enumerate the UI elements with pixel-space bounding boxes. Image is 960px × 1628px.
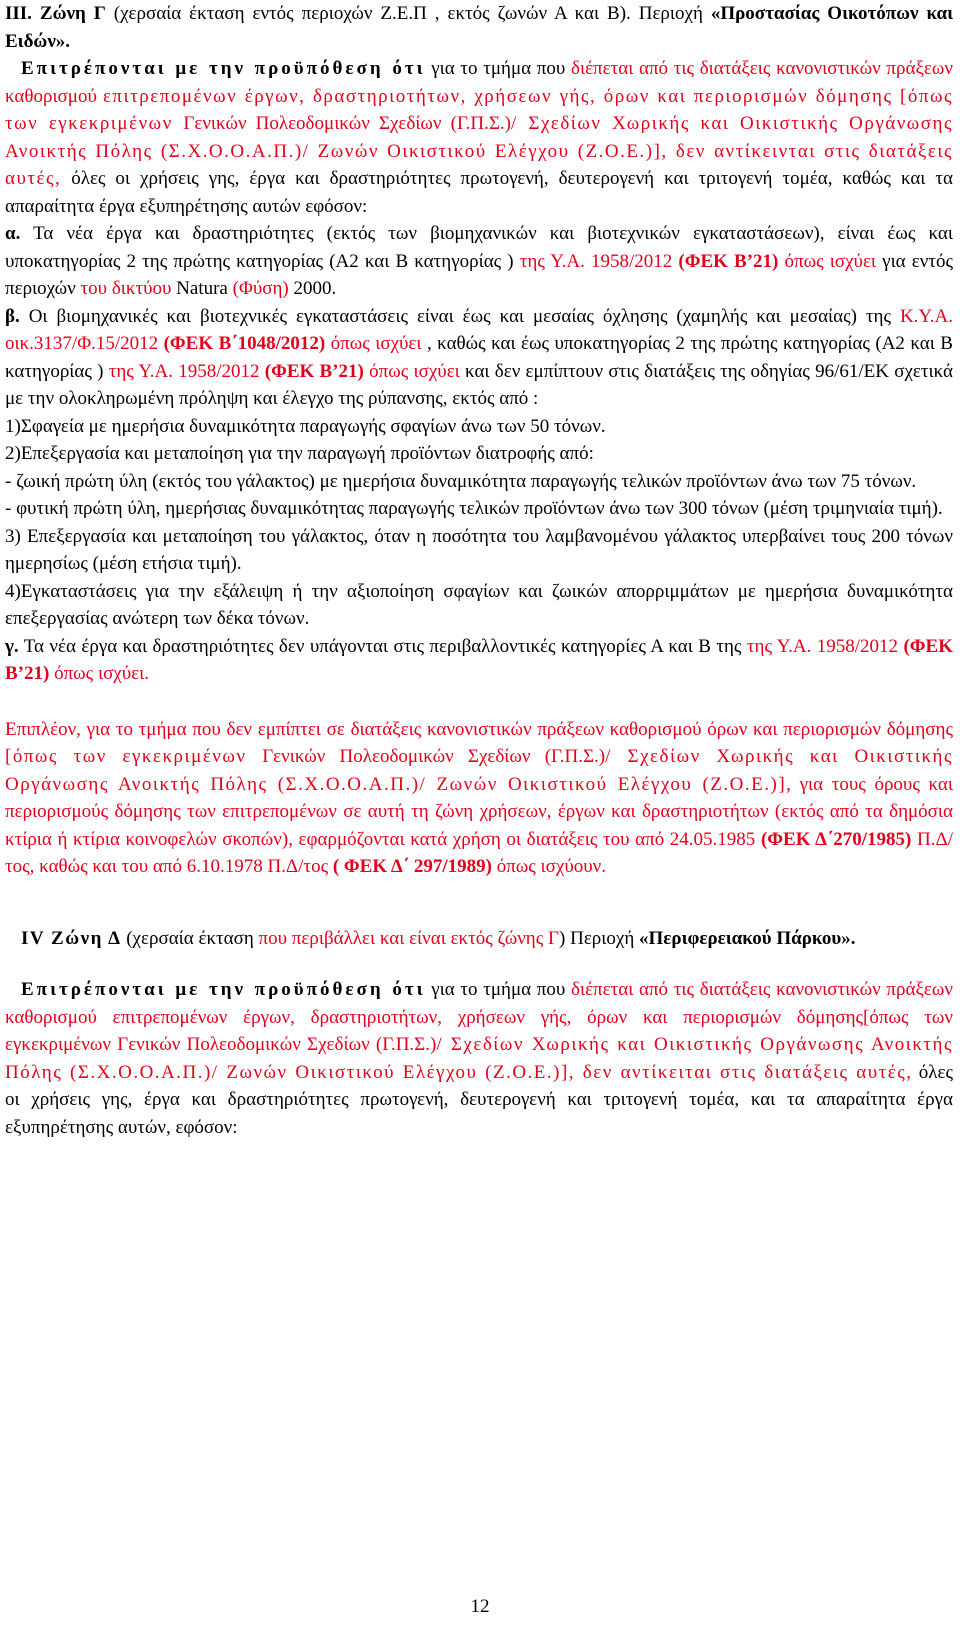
zone4-heading: IV Ζώνη Δ (χερσαία έκταση που περιβάλλει και είναι εκτός ζώνης Γ) Περιοχή «Περιφερειακού Πάρκου». (21, 927, 856, 949)
spacer (5, 688, 953, 716)
zone3-list-2a: - ζωική πρώτη ύλη (εκτός του γάλακτος) με ημερήσια δυναμικότητα παραγωγής τελικών προϊόντων άνω των 75 τόνων. (5, 470, 917, 492)
spacer (5, 881, 953, 925)
zone3-list-3: 3) Επεξεργασία και μεταποίηση του γάλακτος, όταν η ποσότητα του λαμβανομένου γάλακτος υπερβαίνει τους 200 τόνων ημερησίως (μέση ετήσια τιμή). (5, 525, 953, 574)
zone4-heading-title: IV Ζώνη Δ (21, 927, 122, 949)
zone3-list-4: 4)Εγκαταστάσεις για την εξάλειψη ή την αξιοποίηση σφαγίων και ζωικών απορριμμάτων με ημερήσια δυναμικότητα επεξεργασίας ανώτερη των δέκα τόνων. (5, 580, 953, 629)
zone3-item-b: β. Οι βιομηχανικές και βιοτεχνικές εγκαταστάσεις είναι έως και μεσαίας όχλησης (χαμηλής και μεσαίας) της Κ.Υ.Α. οικ.3137/Φ.15/2012 (ΦΕΚ Β΄1048/2012) όπως ισχύει , καθώς και έως υποκατηγορίας 2 της πρώτης κατηγορίας (Α2 και Β κατηγορίας ) της Υ.Α. 1958/2012 (ΦΕΚ Β’21) όπως ισχύει και δεν εμπίπτουν στις διατάξεις της οδηγίας 96/61/ΕΚ σχετικά με την ολοκληρωμένη πρόληψη και έλεγχο της ρύπανσης, εκτός από : (5, 305, 953, 409)
zone3-heading-title: III. Ζώνη Γ (5, 3, 106, 24)
zone3-item-a: α. Τα νέα έργα και δραστηριότητες (εκτός των βιομηχανικών και βιοτεχνικών εγκαταστάσεων), είναι έως και υποκατηγορίας 2 της πρώτης κατηγορίας (Α2 και Β κατηγορίας ) της Υ.Α. 1958/2012 (ΦΕΚ Β’21) όπως ισχύει για εντός περιοχών του δικτύου Natura (Φύση) 2000. (5, 223, 953, 299)
zone4-intro: Επιτρέπονται με την προϋπόθεση ότι για το τμήμα που διέπεται από τις διατάξεις κανονιστικών πράξεων καθορισμού επιτρεπομένων έργων, δραστηριοτήτων, χρήσεων γής, όρων και περιορισμών δόμησης[όπως των εγκεκριμένων Γενικών Πολεοδομικών Σχεδίων (Γ.Π.Σ.)/ Σχεδίων Χωρικής και Οικιστικής Οργάνωσης Ανοικτής Πόλης (Σ.Χ.Ο.Ο.Α.Π.)/ Ζωνών Οικιστικού Ελέγχου (Ζ.Ο.Ε.)], δεν αντίκειται στις διατάξεις αυτές, όλες οι χρήσεις γης, έργα και δραστηριότητες πρωτογενή, δευτερογενή και τριτογενή τομέα, και τα απαραίτητα έργα εξυπηρέτησης αυτών, εφόσον: (5, 979, 954, 1138)
zone3-heading: III. Ζώνη Γ (χερσαία έκταση εντός περιοχών Ζ.Ε.Π , εκτός ζωνών Α και Β). Περιοχή «Προστασίας Οικοτόπων και Ειδών». (5, 3, 953, 52)
page-number: 12 (470, 1596, 490, 1617)
zone3-list-2b: - φυτική πρώτη ύλη, ημερήσιας δυναμικότητας παραγωγής τελικών προϊόντων άνω των 300 τόνων (μέση τριμηνιαία τιμή). (5, 498, 943, 519)
extra-paragraph: Επιπλέον, για το τμήμα που δεν εμπίπτει σε διατάξεις κανονιστικών πράξεων καθορισμού όρων και περιορισμών δόμησης [όπως των εγκεκριμένων Γενικών Πολεοδομικών Σχεδίων (Γ.Π.Σ.)/ Σχεδίων Χωρικής και Οικιστικής Οργάνωσης Ανοικτής Πόλης (Σ.Χ.Ο.Ο.Α.Π.)/ Ζωνών Οικιστικού Ελέγχου (Ζ.Ο.Ε.)], για τους όρους και περιορισμούς δόμησης των επιτρεπομένων σε αυτή τη ζώνη χρήσεων, έργων και δραστηριοτήτων (εκτός από τα δημόσια κτίρια ή κτίρια κοινοφελών σκοπών), εφαρμόζονται κατά χρήση οι διατάξεις του από 24.05.1985 (ΦΕΚ Δ΄270/1985) Π.Δ/τος, καθώς και του από 6.10.1978 Π.Δ/τος ( ΦΕΚ Δ΄ 297/1989) όπως ισχύουν. (5, 718, 953, 877)
document-page (5, 0, 953, 1141)
zone3-item-c: γ. Τα νέα έργα και δραστηριότητες δεν υπάγονται στις περιβαλλοντικές κατηγορίες Α και Β της της Υ.Α. 1958/2012 (ΦΕΚ Β’21) όπως ισχύει. (5, 635, 953, 684)
spacer (5, 952, 953, 976)
zone3-list-1: 1)Σφαγεία με ημερήσια δυναμικότητα παραγωγής σφαγίων άνω των 50 τόνων. (5, 415, 606, 437)
zone3-list-2: 2)Επεξεργασία και μεταποίηση για την παραγωγή προϊόντων διατροφής από: (5, 443, 594, 464)
zone3-intro: Επιτρέπονται με την προϋπόθεση ότι για το τμήμα που διέπεται από τις διατάξεις κανονιστικών πράξεων καθορισμού επιτρεπομένων έργων, δραστηριοτήτων, χρήσεων γής, όρων και περιορισμών δόμησης [όπως των εγκεκριμένων Γενικών Πολεοδομικών Σχεδίων (Γ.Π.Σ.)/ Σχεδίων Χωρικής και Οικιστικής Οργάνωσης Ανοικτής Πόλης (Σ.Χ.Ο.Ο.Α.Π.)/ Ζωνών Οικιστικού Ελέγχου (Ζ.Ο.Ε.)], δεν αντίκεινται στις διατάξεις αυτές, όλες οι χρήσεις γης, έργα και δραστηριότητες πρωτογενή, δευτερογενή και τριτογενή τομέα, καθώς και τα απαραίτητα έργα εξυπηρέτησης αυτών εφόσον: (5, 58, 954, 217)
